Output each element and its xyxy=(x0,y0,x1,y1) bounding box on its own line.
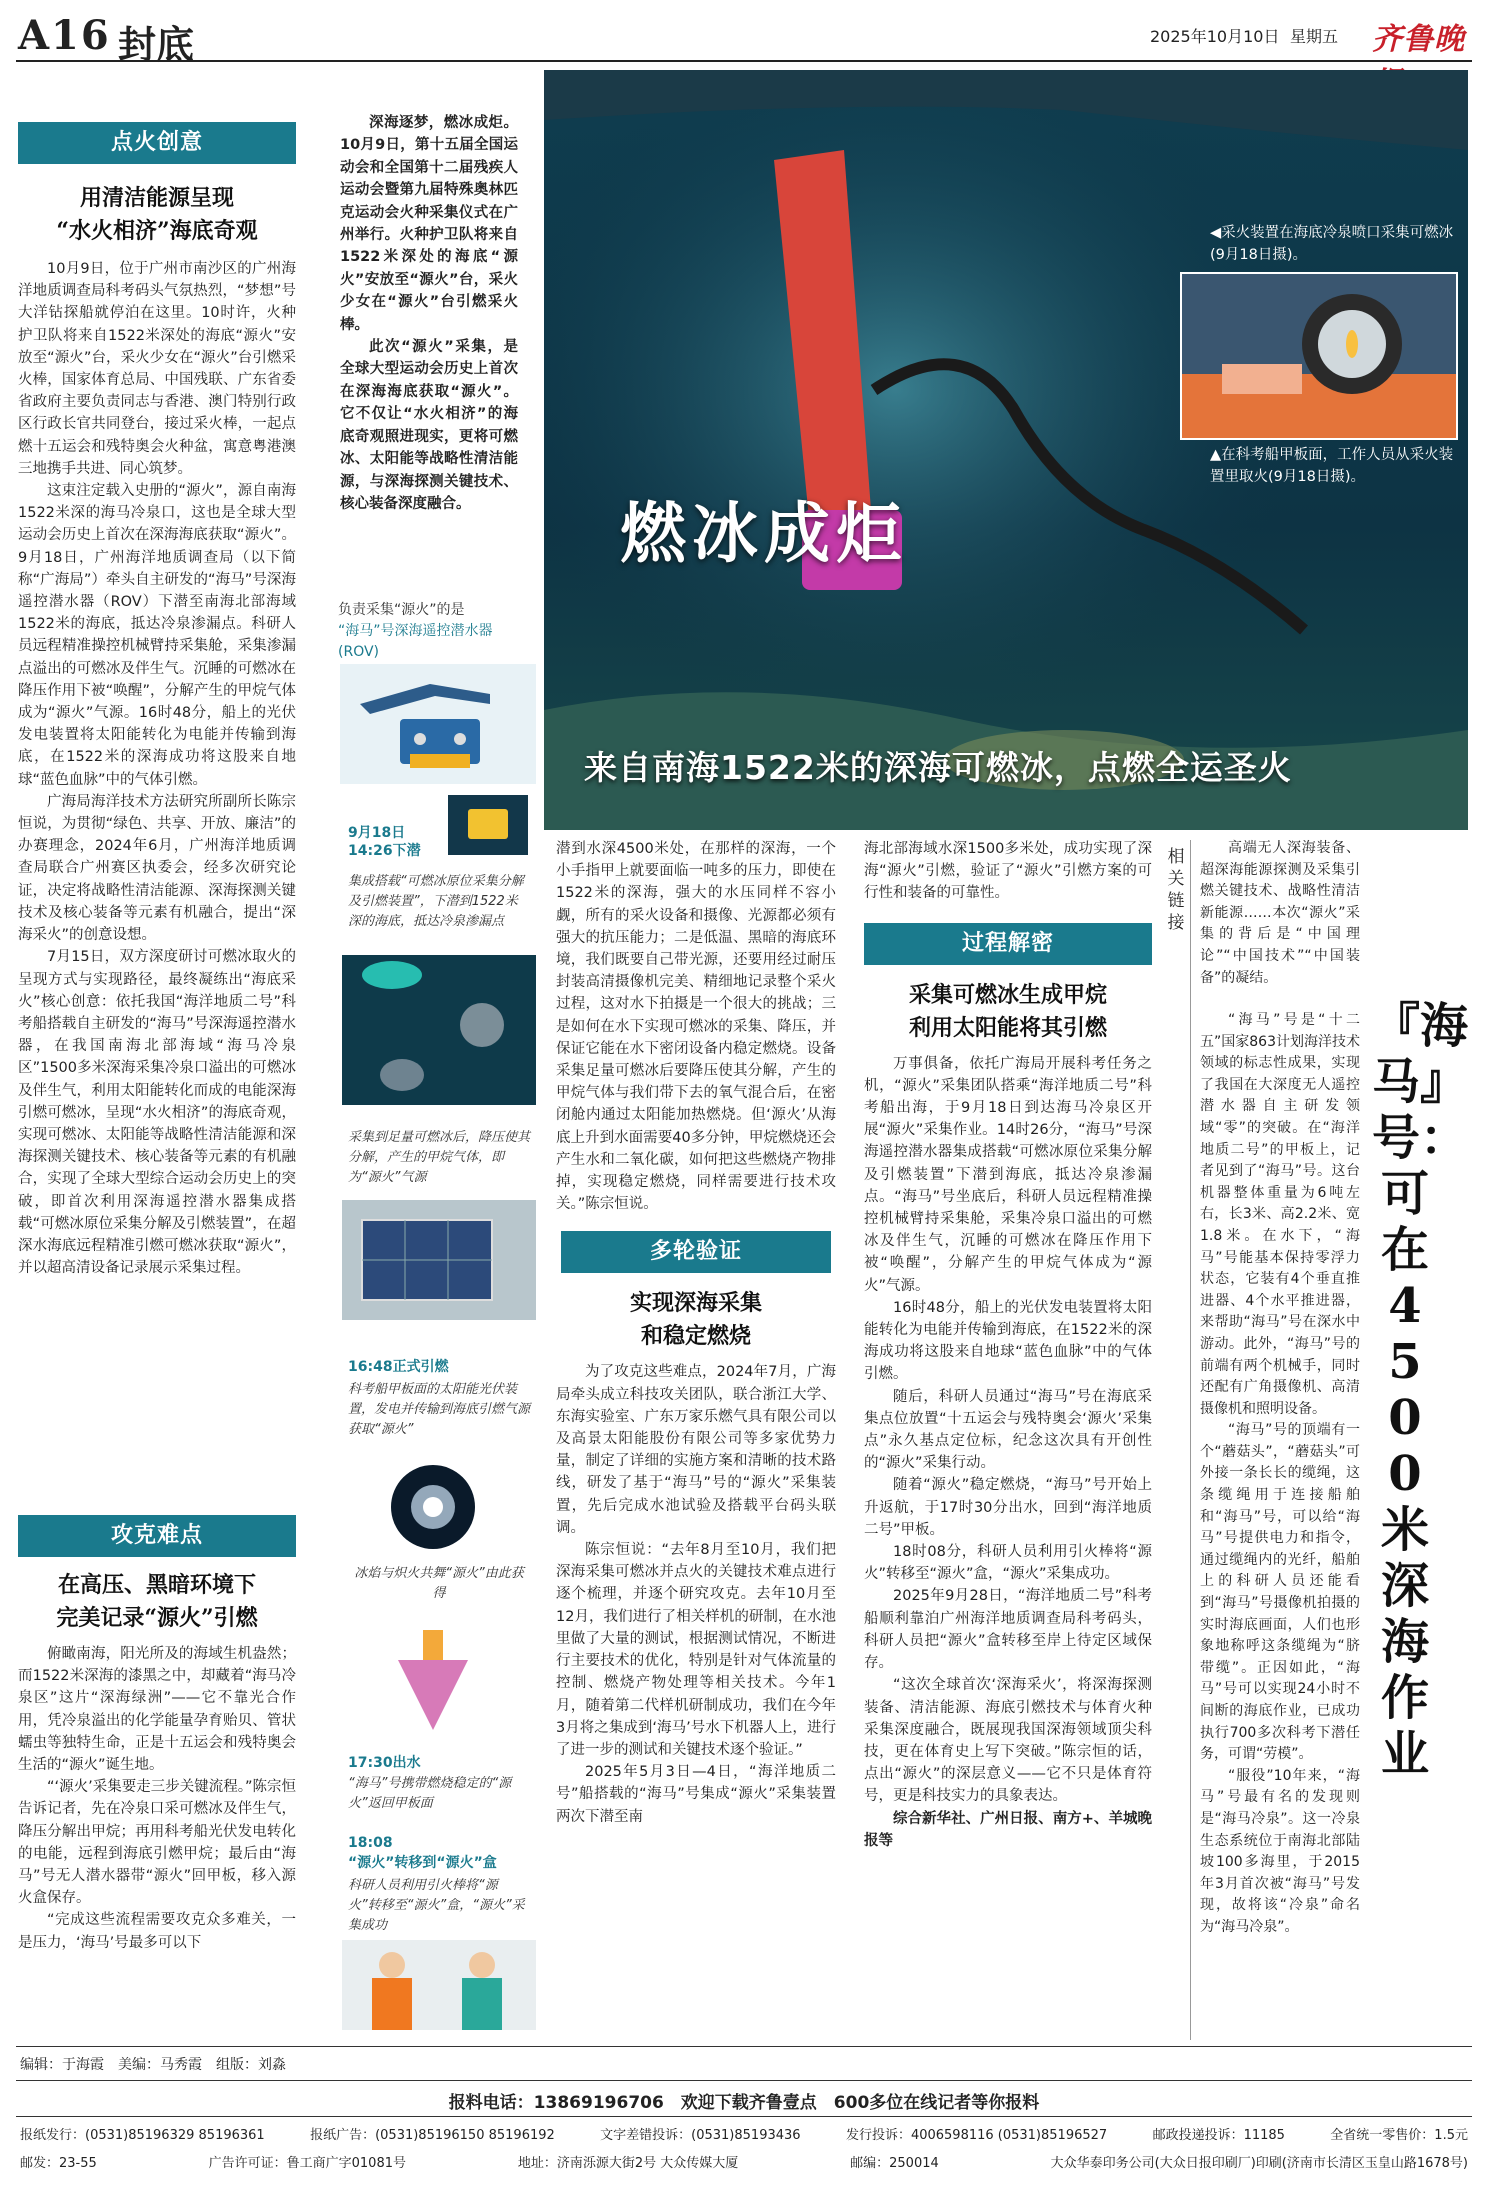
column-divider xyxy=(1190,840,1191,2040)
timeline-time: 17:30出水 xyxy=(348,1755,421,1771)
paragraph: “海马”号的顶端有一个“蘑菇头”，“蘑菇头”可外接一条长长的缆绳，这条缆绳用于连接船舶和“海马”号，可以给“海马”号提供电力和指令，通过缆绳内的光纤，船舶上的科研人员还能看到“海马”号摄像机拍摄的实时海底画面，人们也形象地称呼这条缆绳为“脐带缆”。正因如此，“海马”号可以实现24小时不间断的海底作业，已成功执行700多次科考下潜任务，可谓“劳模”。 xyxy=(1200,1422,1360,1763)
timeline-time: 9月18日 xyxy=(348,825,406,841)
rov-small-photo xyxy=(448,795,528,855)
footer-item: 大众华泰印务公司(大众日报印刷厂)印刷(济南市长清区玉皇山路1678号) xyxy=(1050,2156,1468,2171)
headline-line: 和稳定燃烧 xyxy=(640,1323,751,1350)
column-1-lower xyxy=(18,1515,296,1954)
paragraph: “完成这些流程需要攻克众多难关，一是压力，‘海马’号最多可以下 xyxy=(18,1912,296,1951)
footer-item: 报纸广告：(0531)85196150 85196192 xyxy=(310,2128,555,2143)
paragraph: 陈宗恒说：“去年8月至10月，我们把深海采集可燃冰并点火的关键技术难点进行逐个梳理，并逐个研究攻克。去年10月至12月，我们进行了相关样机的研制，在水池里做了大量的测试，根据测试情况，不断进行主要技术的优化，特别是针对气体流量的控制、燃烧产物处理等相关技术。今年1月，随着第二代样机研制成功，我们在今年3月将之集成到‘海马’号水下机器人上，进行了进一步的测试和关键技术逐个验证。” xyxy=(556,1542,836,1758)
article-body xyxy=(556,1361,836,1827)
timeline-text: 科考船甲板面的太阳能光伏装置，发电并传输到海底引燃气源获取“源火” xyxy=(348,1382,531,1437)
headline-deep-sea xyxy=(556,1287,836,1353)
headline-line: 用清洁能源呈现 xyxy=(79,185,234,211)
footer-line-2 xyxy=(20,2152,1468,2171)
footer-item: 报纸发行：(0531)85196329 85196361 xyxy=(20,2128,265,2143)
column-5-body xyxy=(1200,1010,1360,1939)
paragraph: 2025年9月28日，“海洋地质二号”科考船顺利靠泊广州海洋地质调查局科考码头，科研人员把“源火”盒转移至岸上待定区域保存。 xyxy=(864,1588,1152,1672)
section-bar-ignition: 点火创意 xyxy=(18,122,296,164)
headline-high-pressure xyxy=(18,1569,296,1635)
article-body xyxy=(18,258,296,1279)
article-body xyxy=(1200,838,1360,989)
paragraph: 随着“源火”稳定燃烧，“海马”号开始上升返航，于17时30分出水，回到“海洋地质二号”甲板。 xyxy=(864,1477,1152,1538)
paragraph: 这束注定载入史册的“源火”，源自南海1522米深的海马冷泉口，这也是全球大型运动会历史上首次在深海海底获取“源火”。9月18日，广州海洋地质调查局（以下简称“广海局”）牵头自主研发的“海马”号深海遥控潜水器（ROV）下潜至南海北部海域1522米的海底，抵达冷泉渗漏点。科研人员远程精准操控机械臂持采集舱，采集渗漏点溢出的可燃冰及伴生气。沉睡的可燃冰在降压作用下被“唤醒”，分解产生的甲烷气体成为“源火”气源。16时48分，船上的光伏发电装置将太阳能转化为电能并传输到海底，在1522米的深海成功将这股来自地球“蓝色血脉”中的气体引燃。 xyxy=(18,483,296,788)
newspaper-logo: 齐鲁晚 xyxy=(1372,22,1465,57)
paragraph: 此次“源火”采集，是全球大型运动会历史上首次在深海海底获取“源火”。它不仅让“水火相济”的海底奇观照进现实，更将可燃冰、太阳能等战略性清洁能源，与深海探测关键技术、核心装备深度融合。 xyxy=(340,339,518,512)
footer-item: 邮政投递投诉：11185 xyxy=(1152,2128,1285,2143)
page-number: A16 xyxy=(18,12,111,59)
paragraph: 海北部海域水深1500多米处，成功实现了深海“源火”引燃，验证了“源火”引燃方案的可行性和装备的可靠性。 xyxy=(864,841,1152,902)
headline-line: 利用太阳能将其引燃 xyxy=(908,1014,1107,1041)
deck-photo xyxy=(1182,274,1458,440)
source-credit: 综合新华社、广州日报、南方+、羊城晚报等 xyxy=(864,1810,1152,1849)
section-bar-process: 过程解密 xyxy=(864,923,1152,965)
footer-item: 文字差错投诉：(0531)85193436 xyxy=(600,2128,801,2143)
footer-item: 邮编：250014 xyxy=(850,2156,939,2171)
issue-date: 2025年10月10日 xyxy=(1150,27,1280,46)
paragraph: 10月9日，位于广州市南沙区的广州海洋地质调查局科考码头气氛热烈，“梦想”号大洋钻探船就停泊在这里。10时许，火种护卫队将来自1522米深处的海底“源火”安放至“源火”台，采火少女在“源火”台引燃采火棒，国家体育总局、中国残联、广东省委省政府主要负责同志与香港、澳门特别行政区行政长官共同登台，接过采火棒，一起点燃十五运会和残特奥会火种盆，寓意粤港澳三地携手共进、同心筑梦。 xyxy=(18,261,296,477)
timeline-time: “源火”转移到“源火”盒 xyxy=(348,1855,497,1871)
workers-photo xyxy=(342,1940,536,2030)
article-body xyxy=(18,1643,296,1954)
paragraph: “‘源火’采集要走三步关键流程。”陈宗恒告诉记者，先在冷泉口采可燃冰及伴生气，降压分解出甲烷；再用科考船光伏发电转化的电能，远程到海底引燃甲烷；最后由“海马”号无人潜水器带“源火”回甲板，移入源火盒保存。 xyxy=(18,1779,296,1907)
issue-weekday: 星期五 xyxy=(1290,27,1339,46)
footer-item: 全省统一零售价：1.5元 xyxy=(1330,2128,1468,2143)
seafloor-photo xyxy=(342,955,536,1105)
timeline-time: 14:26下潜 xyxy=(348,843,421,859)
headline-line: 在高压、黑暗环境下 xyxy=(57,1572,256,1598)
caption-line: (ROV) xyxy=(338,644,380,660)
headline-clean-energy xyxy=(18,182,296,248)
fire-box-photo xyxy=(378,1620,488,1740)
caption-line: “海马”号深海遥控潜水器 xyxy=(338,623,493,639)
paragraph: “服役”10年来，“海马”号最有名的发现则是“海马冷泉”。这一冷泉生态系统位于南海北部陆坡100多海里，于2015年3月首次被“海马”号发现，故将该“冷泉”命名为“海马冷泉”。 xyxy=(1200,1767,1360,1935)
header-rule xyxy=(16,60,1472,62)
timeline-text: 采集到足量可燃冰后，降压使其分解，产生的甲烷气体，即为“源火”气源 xyxy=(348,1130,531,1185)
rov-illustration xyxy=(340,664,536,784)
section-bar-difficulty: 攻克难点 xyxy=(18,1515,296,1557)
headline-line: 实现深海采集 xyxy=(629,1290,762,1317)
article-body xyxy=(864,1053,1152,1852)
column-1 xyxy=(18,122,296,1279)
column-2-intro xyxy=(340,112,518,515)
editor-credits: 编辑：于海霞 美编：马秀霞 组版：刘淼 xyxy=(20,2057,286,2073)
column-3 xyxy=(556,838,836,1828)
paragraph: 深海逐梦，燃冰成炬。10月9日，第十五届全国运动会和全国第十二届残疾人运动会暨第九届特殊奥林匹克运动会火种采集仪式在广州举行。火种护卫队将来自1522米深处的海底“源火”安放至“源火”台，采火少女在“源火”台引燃采火棒。 xyxy=(340,115,518,333)
headline-line: 采集可燃冰生成甲烷 xyxy=(908,981,1107,1008)
hotline: 报料电话：13869196706 欢迎下载齐鲁壹点 600多位在线记者等你报料 xyxy=(448,2093,1040,2113)
section-bar-verification: 多轮验证 xyxy=(561,1231,831,1273)
page-section: 封底 xyxy=(118,22,195,67)
hero-subtitle: 来自南海1522米的深海可燃冰，点燃全运圣火 xyxy=(584,748,1292,787)
side-headline: 『海马』号：可在4500米深海作业 xyxy=(1372,998,1469,1782)
footer-line-1 xyxy=(20,2124,1468,2143)
paragraph: 俯瞰南海，阳光所及的海域生机盎然；而1522米深海的漆黑之中，却藏着“海马冷泉区”这片“深海绿洲”——它不靠光合作用，凭冷泉溢出的化学能量孕育贻贝、管状蠕虫等独特生命，正是十五运会和残特奥会生活的“源火”诞生地。 xyxy=(18,1646,296,1774)
footer-item: 邮发：23-55 xyxy=(20,2156,97,2171)
paragraph: 潜到水深4500米处，在那样的深海，一个小手指甲上就要面临一吨多的压力，即使在1522米的深海，强大的水压同样不容小觑，所有的采火设备和摄像、光源都必须有强大的抗压能力；二是低温、黑暗的海底环境，我们既要自己带光源，还要用经过耐压封装高清摄像机完美、精细地记录整个采火过程，这对水下拍摄是一个很大的挑战；三是如何在水下实现可燃冰的采集、降压，并保证它能在水下密闭设备内稳定燃烧。设备采集足量可燃冰后要降压使其分解，产生的甲烷气体与我们带下去的氧气混合后，在密闭舱内通过太阳能加热燃烧。但‘源火’从海底上升到水面需要40多分钟，甲烷燃烧还会产生水和二氧化碳，如何把这些燃烧产物排掉，实现稳定燃烧，同样需要进行技术攻关。”陈宗恒说。 xyxy=(556,841,836,1213)
paragraph: 18时08分，科研人员利用引火棒将“源火”转移至“源火”盒，“源火”采集成功。 xyxy=(864,1544,1152,1583)
footer-rule xyxy=(16,2080,1472,2081)
paragraph: 2025年5月3日—4日，“海洋地质二号”船搭载的“海马”号集成“源火”采集装置两次下潜至南 xyxy=(556,1764,836,1825)
rov-caption xyxy=(338,600,538,663)
headline-line: 完美记录“源火”引燃 xyxy=(56,1605,258,1631)
article-body xyxy=(864,838,1152,905)
timeline-text: 集成搭载“可燃冰原位采集分解及引燃装置”，下潜到1522米深的海底，抵达冷泉渗漏点 xyxy=(348,874,524,929)
caption-line: 负责采集“源火”的是 xyxy=(338,602,465,618)
headline-collection xyxy=(864,979,1152,1045)
article-body xyxy=(556,838,836,1215)
timeline-time: 18:08 xyxy=(348,1835,393,1851)
paragraph: 7月15日，双方深度研讨可燃冰取火的呈现方式与实现路径，最终凝练出“海底采火”核心创意：依托我国“海洋地质二号”科考船搭载自主研发的“海马”号深海遥控潜水器，在我国南海北部海域“海马冷泉区”1500多米深海采集冷泉口溢出的可燃冰及伴生气，利用太阳能转化而成的电能深海引燃可燃冰，呈现“水火相济”的海底奇观，实现可燃冰、太阳能等战略性清洁能源和深海探测关键技术、核心装备等元素的有机融合，实现了全球大型综合运动会历史上的突破，即首次利用深海遥控潜水器集成搭载“可燃冰原位采集分解及引燃装置”，在超深水海底远程精准引燃可燃冰获取“源火”，并以超高清设备记录展示采集过程。 xyxy=(18,949,296,1277)
hero-caption-top: ◀采火装置在海底冷泉喷口采集可燃冰(9月18日摄)。 xyxy=(1210,225,1454,263)
timeline-column xyxy=(338,600,538,2030)
paragraph: 为了攻克这些难点，2024年7月，广海局牵头成立科技攻关团队，联合浙江大学、东海实验室、广东万家乐燃气具有限公司以及高景太阳能股份有限公司等多家优势力量，制定了详细的实施方案和清晰的技术路线，研发了基于“海马”号的“源火”采集装置，先后完成水池试验及搭载平台码头联调。 xyxy=(556,1364,836,1536)
hero-caption-inset: ▲在科考船甲板面，工作人员从采火装置里取火(9月18日摄)。 xyxy=(1210,447,1454,485)
column-4 xyxy=(864,838,1152,1852)
paragraph: 广海局海洋技术方法研究所副所长陈宗恒说，为贯彻“绿色、共享、开放、廉洁”的办赛理念，2024年6月，广州海洋地质调查局联合广州赛区执委会，经多次研究论证，决定将战略性清洁能源、深海探测关键技术及核心装备等元素有机融合，提出“深海采火”的创意设想。 xyxy=(18,793,296,944)
paragraph: 随后，科研人员通过“海马”号在海底采集点位放置“十五运会与残特奥会‘源火’采集点”永久基点定位标，纪念这次具有开创性的“源火”采集行动。 xyxy=(864,1388,1152,1472)
footer-rule xyxy=(16,2116,1472,2117)
footer-item: 发行投诉：4006598116 (0531)85196527 xyxy=(845,2128,1108,2143)
timeline-text: 冰焰与炽火共舞“源火”由此获得 xyxy=(354,1566,524,1601)
timeline-text: “海马”号携带燃烧稳定的“源火”返回甲板面 xyxy=(348,1776,512,1811)
timeline-time: 16:48正式引燃 xyxy=(348,1359,449,1375)
paragraph: “这次全球首次‘深海采火’，将深海探测装备、清洁能源、海底引燃技术与体育火种采集深度融合，既展现我国深海领域顶尖科技，更在体育史上写下突破。”陈宗恒的话，点出“源火”的深层意义——它不只是体育符号，更是科技实力的具象表达。 xyxy=(864,1677,1152,1805)
paragraph: 高端无人深海装备、超深海能源探测及采集引燃关键技术、战略性清洁新能源……本次“源火”采集的背后是“中国理论”“中国技术”“中国装备”的凝结。 xyxy=(1200,840,1360,986)
flame-icon xyxy=(388,1462,478,1552)
paragraph: 16时48分，船上的光伏发电装置将太阳能转化为电能并传输到海底，在1522米的深海成功将这股来自地球“蓝色血脉”中的气体引燃。 xyxy=(864,1299,1152,1383)
footer-item: 地址：济南泺源大街2号 大众传媒大厦 xyxy=(517,2156,739,2171)
column-5 xyxy=(1200,838,1360,989)
footer-item: 广告许可证：鲁工商广字01081号 xyxy=(208,2156,406,2171)
hero-title: 燃冰成炬 xyxy=(620,494,908,572)
article-body xyxy=(1200,1010,1360,1939)
related-link-label: 相关链接 xyxy=(1167,847,1185,933)
paragraph: “海马”号是“十二五”国家863计划海洋技术领域的标志性成果，实现了我国在大深度无人遥控潜水器自主研发领域“零”的突破。在“海洋地质二号”的甲板上，记者见到了“海马”号。这台机器整体重量为6吨左右，长3米、高2.2米、宽1.8米。在水下，“海马”号能基本保持零浮力状态，它装有4个垂直推进器、4个水平推进器，来帮助“海马”号在深水中游动。此外，“海马”号的前端有两个机械手，同时还配有广角摄像机、高清摄像机和照明设备。 xyxy=(1200,1012,1360,1417)
intro-text xyxy=(340,112,518,515)
headline-line: “水火相济”海底奇观 xyxy=(56,218,258,244)
solar-panel-photo xyxy=(342,1200,536,1320)
paragraph: 万事俱备，依托广海局开展科考任务之机，“源火”采集团队搭乘“海洋地质二号”科考船出海，于9月18日到达海马冷泉区开展“源火”采集作业。14时26分，“海马”号深海遥控潜水器集成搭载“可燃冰原位采集分解及引燃装置”下潜到海底，抵达冷泉渗漏点。“海马”号坐底后，科研人员远程精准操控机械臂持采集舱，采集冷泉口溢出的可燃冰及伴生气，沉睡的可燃冰在降压作用下被“唤醒”，分解产生的甲烷气体成为“源火”气源。 xyxy=(864,1055,1152,1294)
timeline-text: 科研人员利用引火棒将“源火”转移至“源火”盒，“源火”采集成功 xyxy=(348,1878,525,1933)
footer-rule xyxy=(16,2046,1472,2047)
inset-photo xyxy=(1180,272,1458,440)
